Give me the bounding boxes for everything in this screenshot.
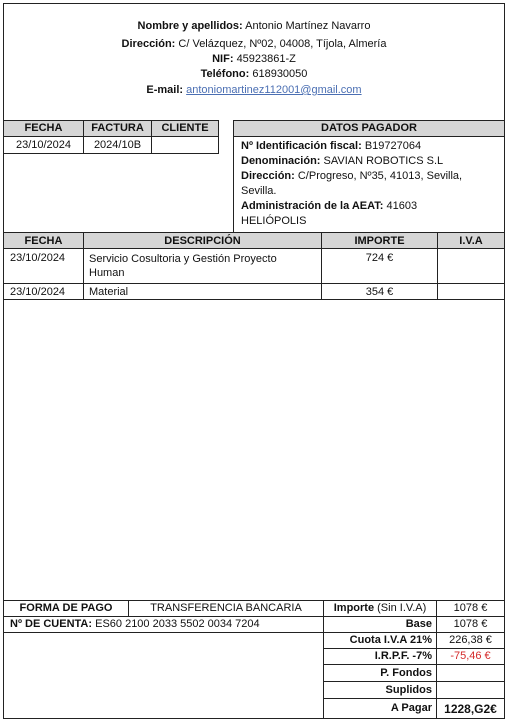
payer-denom-line: Denominación: SAVIAN ROBOTICS S.L bbox=[241, 155, 444, 167]
payer-address: C/Progreso, Nº35, 41013, Sevilla, bbox=[297, 170, 463, 182]
items-header-descripcion: DESCRIPCIÓN bbox=[164, 235, 241, 247]
table-row-descripcion: Servicio Cosultoria y Gestión Proyecto Human bbox=[89, 253, 277, 279]
total-irpf-value: -75,46 € bbox=[450, 650, 491, 662]
total-irpf-label: I.R.P.F. -7% bbox=[374, 650, 432, 662]
payer-id-line: Nº Identificación fiscal: B19727064 bbox=[241, 140, 422, 152]
issuer-phone: 618930050 bbox=[252, 68, 308, 80]
table-row-fecha: 23/10/2024 bbox=[10, 286, 66, 298]
issuer-email-line: E-mail: antoniomartinez112001@gmail.com bbox=[146, 84, 362, 96]
header-factura: FACTURA bbox=[91, 122, 144, 134]
issuer-nif: 45923861-Z bbox=[236, 53, 296, 65]
payer-address-line-2: Sevilla. bbox=[241, 185, 277, 197]
total-importe-label: Importe (Sin I.V.A) bbox=[333, 602, 427, 614]
total-suplidos-label: Suplidos bbox=[385, 684, 432, 696]
payment-method-label: FORMA DE PAGO bbox=[19, 602, 113, 614]
issuer-address-line: Dirección: C/ Velázquez, Nº02, 04008, Tíjola, Almería bbox=[121, 38, 387, 50]
items-header-fecha: FECHA bbox=[24, 235, 63, 247]
total-base-label: Base bbox=[405, 618, 432, 630]
total-cuota-value: 226,38 € bbox=[449, 634, 492, 646]
payer-details bbox=[241, 139, 503, 229]
table-row-importe: 354 € bbox=[365, 286, 394, 298]
issuer-phone-line: Teléfono: 618930050 bbox=[200, 68, 308, 80]
account-line: Nº DE CUENTA: ES60 2100 2033 5502 0034 7204 bbox=[10, 618, 260, 630]
invoice-number: 2024/10B bbox=[93, 139, 142, 151]
table-row-descripcion: Material bbox=[89, 286, 129, 298]
payment-method-value: TRANSFERENCIA BANCARIA bbox=[150, 602, 302, 614]
header-cliente: CLIENTE bbox=[161, 122, 209, 134]
total-cuota-label: Cuota I.V.A 21% bbox=[349, 634, 432, 646]
table-row-fecha: 23/10/2024 bbox=[10, 252, 66, 264]
items-header-iva: I.V.A bbox=[459, 235, 483, 247]
items-header-importe: IMPORTE bbox=[354, 235, 405, 247]
total-base-value: 1078 € bbox=[453, 618, 488, 630]
invoice-date: 23/10/2024 bbox=[15, 139, 72, 151]
payer-title: DATOS PAGADOR bbox=[321, 122, 417, 134]
issuer-nif-line: NIF: 45923861-Z bbox=[212, 53, 296, 65]
issuer-name: Antonio Martínez Navarro bbox=[245, 20, 371, 32]
payer-aeat-line-2: HELIÓPOLIS bbox=[241, 215, 307, 227]
total-apagar-label: A Pagar bbox=[390, 702, 432, 714]
issuer-name-line: Nombre y apellidos: Antonio Martínez Navarro bbox=[137, 20, 371, 32]
payer-denomination: SAVIAN ROBOTICS S.L bbox=[323, 155, 444, 167]
payer-address-line: Dirección: C/Progreso, Nº35, 41013, Sevilla, bbox=[241, 170, 463, 182]
issuer-email-link[interactable]: antoniomartinez112001@gmail.com bbox=[186, 84, 362, 96]
header-fecha: FECHA bbox=[24, 122, 63, 134]
issuer-address: C/ Velázquez, Nº02, 04008, Tíjola, Almería bbox=[178, 38, 387, 50]
payer-aeat-line: Administración de la AEAT: 41603 bbox=[241, 200, 418, 212]
total-fondos-label: P. Fondos bbox=[380, 667, 432, 679]
total-apagar-value: 1228,G2€ bbox=[444, 702, 497, 716]
table-row-importe: 724 € bbox=[365, 252, 394, 264]
payer-id: B19727064 bbox=[364, 140, 422, 152]
account-number: ES60 2100 2033 5502 0034 7204 bbox=[95, 618, 260, 630]
payer-aeat: 41603 bbox=[386, 200, 418, 212]
total-importe-value: 1078 € bbox=[453, 602, 488, 614]
